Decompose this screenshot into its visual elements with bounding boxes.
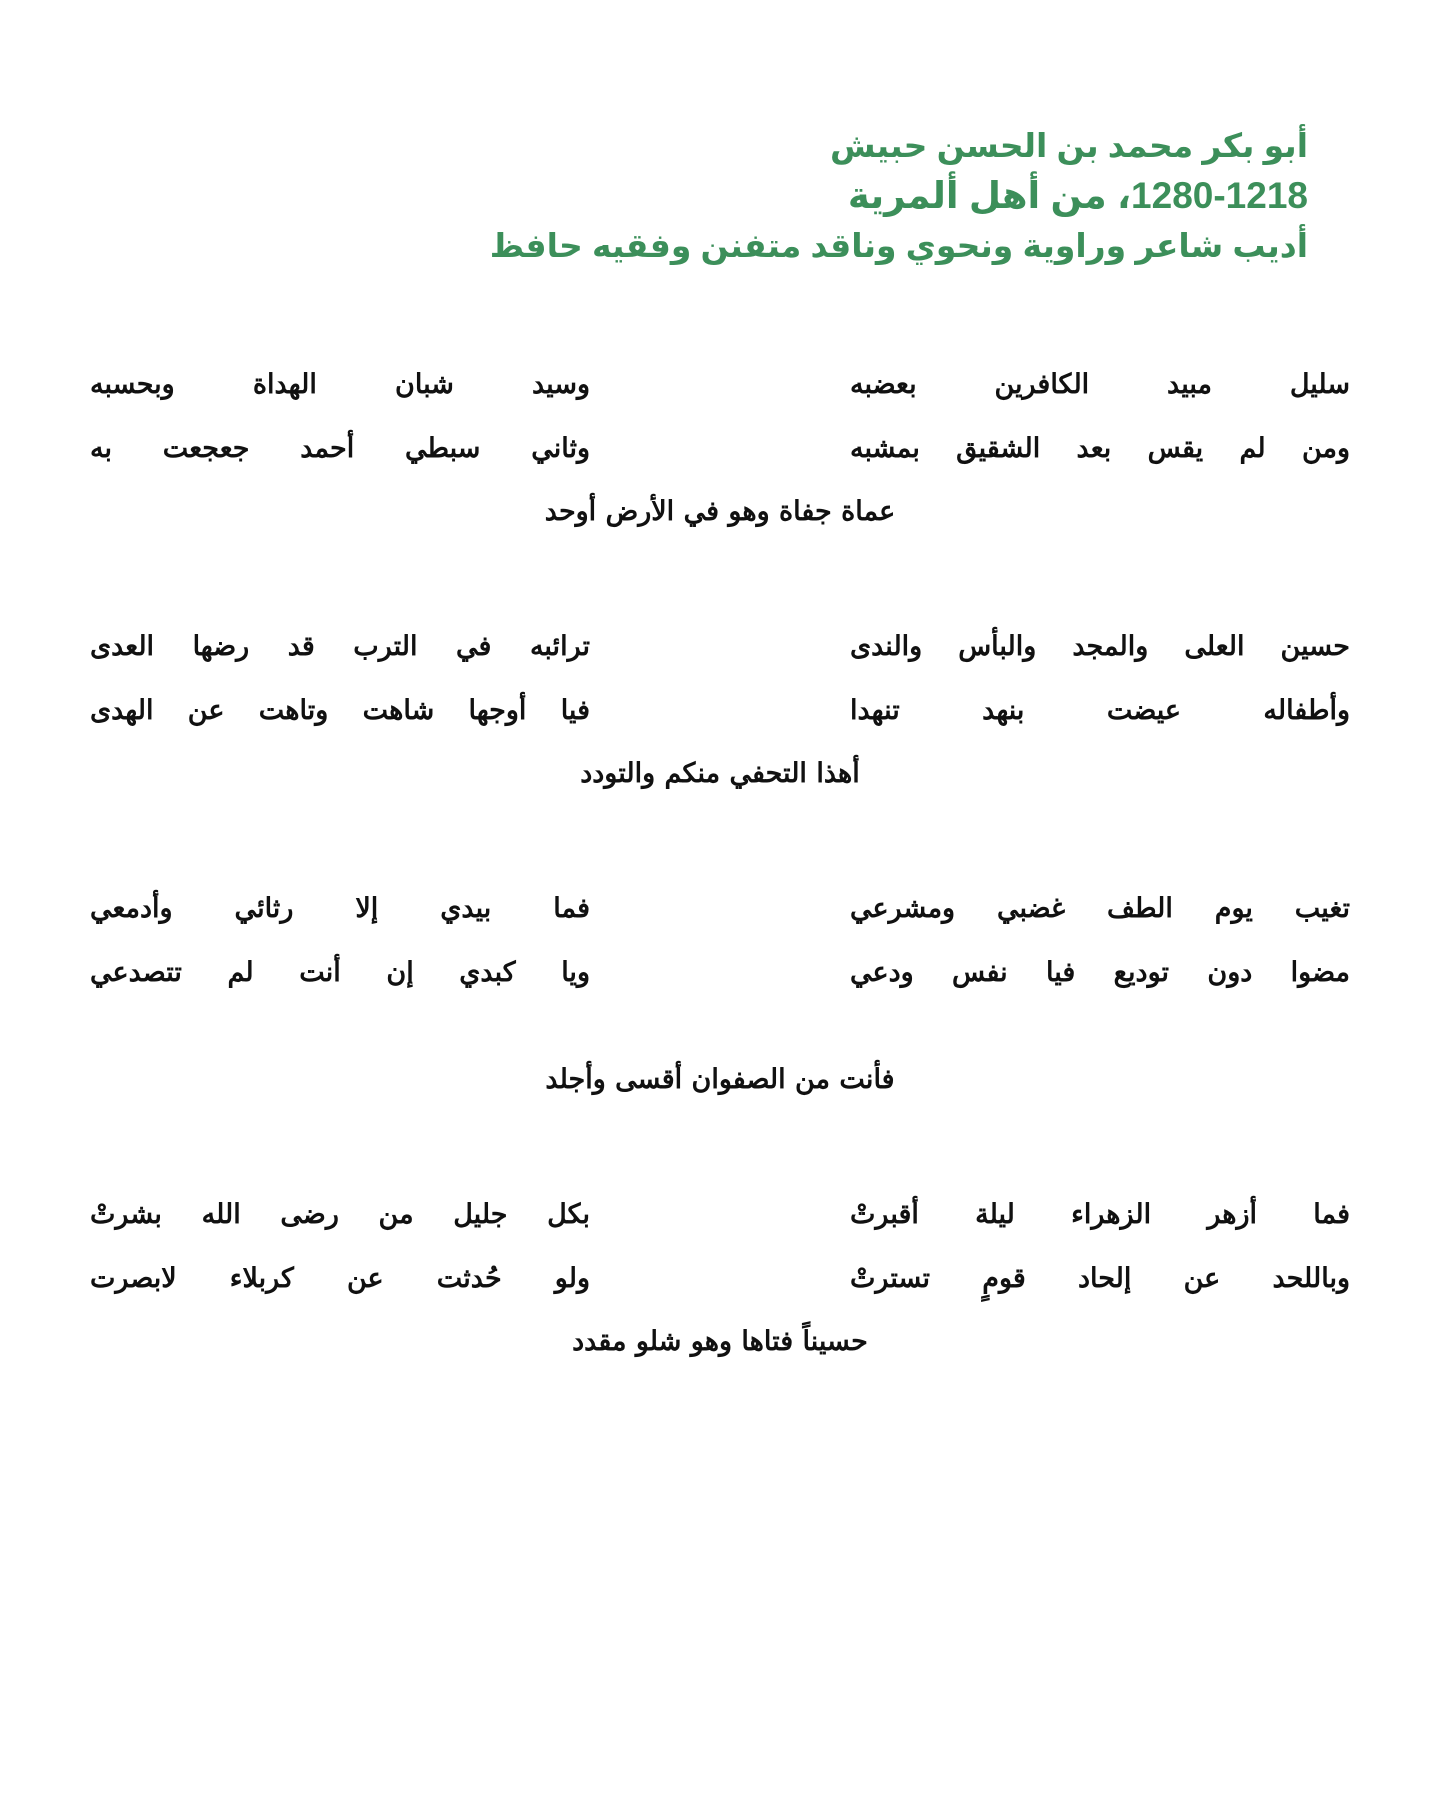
verse-row — [90, 1182, 1350, 1246]
verse-second-hemistich: ويا كبدي إن أنت لم تتصدعي — [90, 956, 590, 988]
stanza-3 — [90, 876, 1350, 1004]
verse-second-hemistich: فيا أوجها شاهت وتاهت عن الهدى — [90, 694, 590, 726]
stanza-4 — [90, 1182, 1350, 1310]
verse-second-hemistich: وثاني سبطي أحمد جعجعت به — [90, 432, 590, 464]
stanza-1-coda: عماة جفاة وهو في الأرض أوحد — [544, 496, 896, 527]
verse-second-hemistich: وسيد شبان الهداة وبحسبه — [90, 368, 590, 400]
verse-row — [90, 352, 1350, 416]
verse-row — [90, 1246, 1350, 1310]
verse-row — [90, 416, 1350, 480]
verse-row — [90, 678, 1350, 742]
verse-first-hemistich: وأطفاله عيضت بنهد تنهدا — [850, 694, 1350, 726]
stanza-2 — [90, 614, 1350, 742]
verse-row — [90, 876, 1350, 940]
poet-dates-origin: 1280-1218، من أهل ألمرية — [847, 175, 1308, 216]
verse-first-hemistich: مضوا دون توديع فيا نفس ودعي — [850, 956, 1350, 988]
verse-first-hemistich: ومن لم يقس بعد الشقيق بمشبه — [850, 432, 1350, 464]
verse-first-hemistich: حسين العلى والمجد والبأس والندى — [850, 630, 1350, 662]
verse-second-hemistich: ولو حُدثت عن كربلاء لابصرت — [90, 1262, 590, 1294]
verse-second-hemistich: ترائبه في الترب قد رضها العدى — [90, 630, 590, 662]
verse-first-hemistich: سليل مبيد الكافرين بعضبه — [850, 368, 1350, 400]
verse-row — [90, 940, 1350, 1004]
verse-first-hemistich: وباللحد عن إلحاد قومٍ تسترتْ — [850, 1262, 1350, 1294]
verse-second-hemistich: بكل جليل من رضى الله بشرتْ — [90, 1198, 590, 1230]
poet-description: أديب شاعر وراوية ونحوي وناقد متفنن وفقيه حافظ — [489, 227, 1308, 264]
verse-row — [90, 614, 1350, 678]
poet-name: أبو بكر محمد بن الحسن حبيش — [830, 127, 1308, 164]
stanza-2-coda: أهذا التحفي منكم والتودد — [580, 758, 860, 789]
stanza-1 — [90, 352, 1350, 480]
stanza-3-coda: فأنت من الصفوان أقسى وأجلد — [545, 1064, 895, 1095]
poet-header — [489, 122, 1308, 270]
verse-first-hemistich: تغيب يوم الطف غضبي ومشرعي — [850, 892, 1350, 924]
verse-first-hemistich: فما أزهر الزهراء ليلة أقبرتْ — [850, 1198, 1350, 1230]
stanza-4-coda: حسيناً فتاها وهو شلو مقدد — [572, 1326, 868, 1357]
verse-second-hemistich: فما بيدي إلا رثائي وأدمعي — [90, 892, 590, 924]
